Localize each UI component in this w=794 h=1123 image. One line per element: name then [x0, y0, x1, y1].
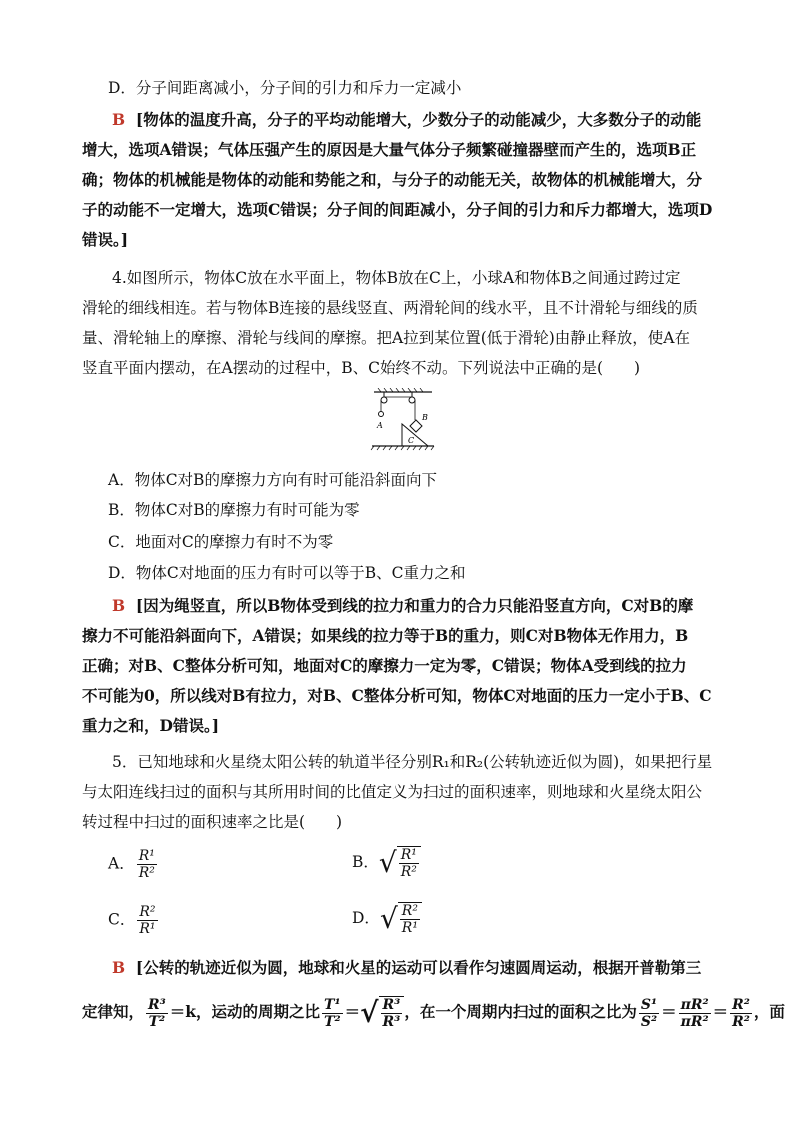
fraction-denominator: T² [324, 1013, 341, 1030]
radical-icon: √ [360, 996, 379, 1029]
q4-explanation-2: 擦力不可能沿斜面向下，A错误；如果线的拉力等于B的重力，则C对B物体无作用力，B [82, 626, 689, 645]
q5-option-d [352, 902, 422, 936]
q5-answer-line-1 [112, 958, 701, 978]
fraction-numerator: R¹ [138, 848, 155, 864]
period-fraction [322, 997, 343, 1030]
q4-figure [370, 388, 436, 458]
kepler-fraction [146, 997, 168, 1030]
q5-option-a-label: A． [108, 854, 135, 873]
fraction-denominator: R² [400, 864, 417, 880]
q4-explanation-5: 重力之和，D错误。] [82, 716, 220, 735]
q5-answer-letter: B [112, 958, 126, 977]
q5-stem-3: 转过程中扫过的面积速率之比是( ) [82, 813, 343, 831]
q3-explanation-2: 增大，选项A错误；气体压强产生的原因是大量气体分子频繁碰撞器壁而产生的，选项B正 [82, 140, 697, 159]
q5-stem-2: 与太阳连线扫过的面积与其所用时间的比值定义为扫过的面积速率，则地球和火星绕太阳公 [82, 783, 703, 801]
q4-stem-3: 量、滑轮轴上的摩擦、滑轮与线间的摩擦。把A拉到某位置(低于滑轮)由静止释放，使A在 [82, 329, 690, 347]
radical-icon: √ [379, 902, 398, 935]
fraction-denominator: R² [732, 1013, 750, 1030]
figure-label-a: A [377, 421, 383, 430]
fraction-denominator: R¹ [139, 921, 156, 937]
q4-stem-4: 竖直平面内摆动，在A摆动的过程中，B、C始终不动。下列说法中正确的是( ) [82, 359, 641, 377]
q5-exp-prefix: 定律知， [82, 1002, 145, 1021]
q4-explanation-4: 不可能为0，所以线对B有拉力，对B、C整体分析可知，物体C对地面的压力一定小于B、C [82, 686, 712, 705]
q4-option-b: B．物体C对B的摩擦力有时可能为零 [108, 501, 360, 519]
fraction-denominator: πR² [680, 1013, 709, 1030]
q3-option-d: D．分子间距离减小，分子间的引力和斥力一定减小 [108, 79, 462, 97]
q3-explanation-5: 错误。] [82, 230, 129, 249]
fraction-numerator: R³ [148, 996, 166, 1013]
equals-sign: ＝ [661, 1002, 677, 1021]
q5-stem-1: 5．已知地球和火星绕太阳公转的轨道半径分别R₁和R₂(公转轨迹近似为圆)，如果把行星 [112, 753, 713, 771]
fraction-denominator: R² [138, 865, 155, 881]
q5-option-b-sqrt [379, 846, 421, 880]
fraction-denominator: R¹ [401, 920, 418, 936]
fraction-numerator: R² [732, 996, 750, 1013]
fraction-numerator: S¹ [640, 996, 658, 1013]
fraction-numerator: R² [401, 903, 418, 919]
fraction-denominator: S² [640, 1013, 658, 1030]
q5-option-b-label: B． [352, 853, 379, 871]
q4-explanation-3: 正确；对B、C整体分析可知，地面对C的摩擦力一定为零，C错误；物体A受到线的拉力 [82, 656, 687, 675]
radical-icon: √ [378, 846, 397, 879]
q5-exp-mid: ，在一个周期内扫过的面积之比为 [404, 1002, 637, 1021]
figure-label-c: C [408, 436, 415, 445]
q5-option-c-label: C． [108, 910, 136, 929]
q5-explanation-1: [公转的轨迹近似为圆，地球和火星的运动可以看作匀速圆周运动，根据开普勒第三 [135, 958, 702, 977]
figure-label-b: B [422, 413, 428, 422]
q3-explanation-1: [物体的温度升高，分子的平均动能增大，少数分子的动能减少，大多数分子的动能 [135, 110, 702, 129]
pi-fraction [679, 997, 711, 1030]
q5-exp-eqk: ＝k，运动的周期之比 [169, 1002, 321, 1021]
fraction-numerator: R³ [382, 997, 401, 1013]
q5-option-c [108, 904, 160, 937]
q4-option-a: A．物体C对B的摩擦力方向有时可能沿斜面向下 [108, 471, 437, 489]
q5-option-d-label: D． [352, 909, 380, 927]
area-fraction [639, 997, 659, 1030]
q3-explanation-4: 子的动能不一定增大，选项C错误；分子间的间距减小，分子间的引力和斥力都增大，选项D [82, 200, 713, 219]
q4-stem-1: 4.如图所示，物体C放在水平面上，物体B放在C上，小球A和物体B之间通过跨过定 [112, 269, 681, 287]
fraction-numerator: R¹ [400, 847, 417, 863]
q4-option-c: C．地面对C的摩擦力有时不为零 [108, 533, 334, 551]
q5-option-a [108, 848, 159, 881]
equals-sign: ＝ [344, 1002, 361, 1021]
q4-answer-line-1 [112, 596, 693, 616]
fraction-numerator: T¹ [324, 996, 341, 1013]
q5-option-a-fraction [137, 848, 157, 881]
q5-option-b [352, 846, 421, 880]
q5-exp-suffix: ，面 [753, 1002, 785, 1021]
fraction-numerator: R² [139, 904, 156, 920]
fraction-numerator: πR² [680, 996, 709, 1013]
period-sqrt [360, 996, 404, 1030]
q4-answer-letter: B [112, 596, 126, 615]
q4-explanation-1: [因为绳竖直，所以B物体受到线的拉力和重力的合力只能沿竖直方向，C对B的摩 [135, 596, 694, 615]
q5-option-c-fraction [137, 904, 157, 937]
q4-option-d: D．物体C对地面的压力有时可以等于B、C重力之和 [108, 564, 466, 582]
fraction-denominator: T² [148, 1013, 166, 1030]
q3-explanation-3: 确；物体的机械能是物体的动能和势能之和，与分子的动能无关，故物体的机械能增大，分 [82, 170, 703, 189]
radius-fraction [730, 997, 752, 1030]
q3-answer-line-1 [112, 110, 701, 130]
equals-sign: ＝ [712, 1002, 729, 1021]
q5-explanation-2 [82, 996, 785, 1030]
q5-option-d-sqrt [380, 902, 422, 936]
q3-answer-letter: B [112, 110, 126, 129]
fraction-denominator: R³ [382, 1014, 401, 1030]
q4-stem-2: 滑轮的细线相连。若与物体B连接的悬线竖直、两滑轮间的线水平，且不计滑轮与细线的质 [82, 299, 698, 317]
